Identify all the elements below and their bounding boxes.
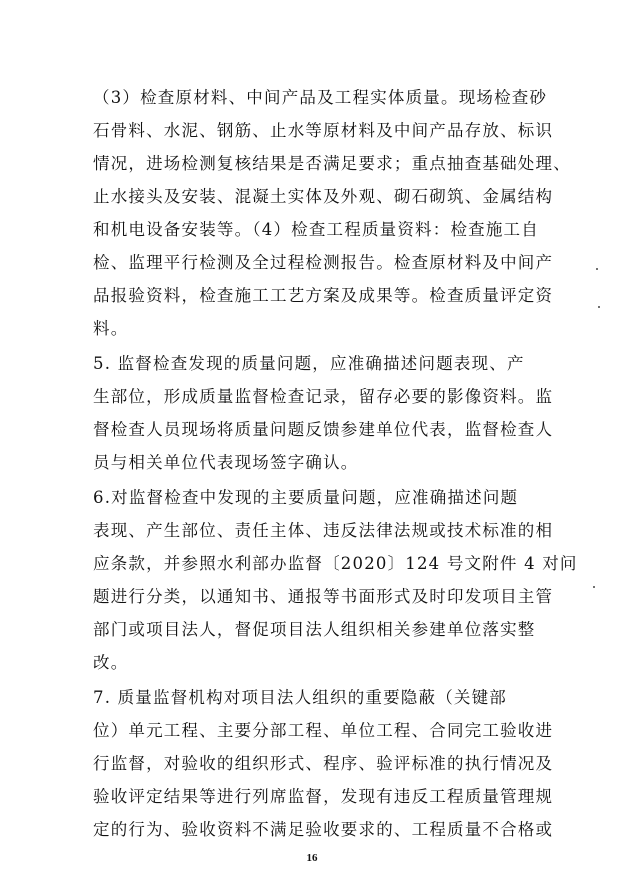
text-line: （3）检查原材料、中间产品及工程实体质量。现场检查砂 [93, 88, 548, 107]
page-number: 16 [306, 852, 318, 864]
text-line: 应条款，并参照水利部办监督〔2020〕124 号文附件 4 对问 [93, 554, 578, 573]
text-line: 员与相关单位代表现场签字确认。 [93, 453, 359, 472]
text-line: 验收评定结果等进行列席监督，发现有违反工程质量管理规 [93, 787, 554, 806]
text-line: 7. 质量监督机构对项目法人组织的重要隐蔽（关键部 [93, 688, 507, 707]
scan-speck [598, 306, 600, 308]
text-line: 督检查人员现场将质量问题反馈参建单位代表，监督检查人 [93, 420, 554, 439]
text-line: 定的行为、验收资料不满足验收要求的、工程质量不合格或 [93, 820, 554, 839]
text-line: 石骨料、水泥、钢筋、止水等原材料及中间产品存放、标识 [93, 121, 554, 140]
text-line: 生部位，形成质量监督检查记录，留存必要的影像资料。监 [93, 387, 554, 406]
text-line: 改。 [93, 653, 129, 672]
text-line: 表现、产生部位、责任主体、违反法律法规或技术标准的相 [93, 521, 554, 540]
text-line: 5. 监督检查发现的质量问题，应准确描述问题表现、产 [93, 354, 525, 373]
text-line: 位）单元工程、主要分部工程、单位工程、合同完工验收进 [93, 721, 554, 740]
text-line: 情况，进场检测复核结果是否满足要求；重点抽查基础处理、 [93, 154, 571, 173]
scan-speck [596, 268, 598, 270]
text-line: 品报验资料，检查施工工艺方案及成果等。检查质量评定资 [93, 286, 554, 305]
text-line: 行监督，对验收的组织形式、程序、验评标准的执行情况及 [93, 754, 554, 773]
text-line: 部门或项目法人，督促项目法人组织相关参建单位落实整 [93, 620, 536, 639]
text-line: 料。 [93, 319, 129, 338]
scan-speck [593, 586, 595, 588]
text-line: 检、监理平行检测及全过程检测报告。检查原材料及中间产 [93, 253, 554, 272]
text-line: 止水接头及安装、混凝土实体及外观、砌石砌筑、金属结构 [93, 187, 554, 206]
text-line: 和机电设备安装等。（4）检查工程质量资料：检查施工自 [93, 220, 539, 239]
text-line: 6.对监督检查中发现的主要质量问题，应准确描述问题 [93, 488, 519, 507]
text-line: 题进行分类，以通知书、通报等书面形式及时印发项目主管 [93, 587, 554, 606]
